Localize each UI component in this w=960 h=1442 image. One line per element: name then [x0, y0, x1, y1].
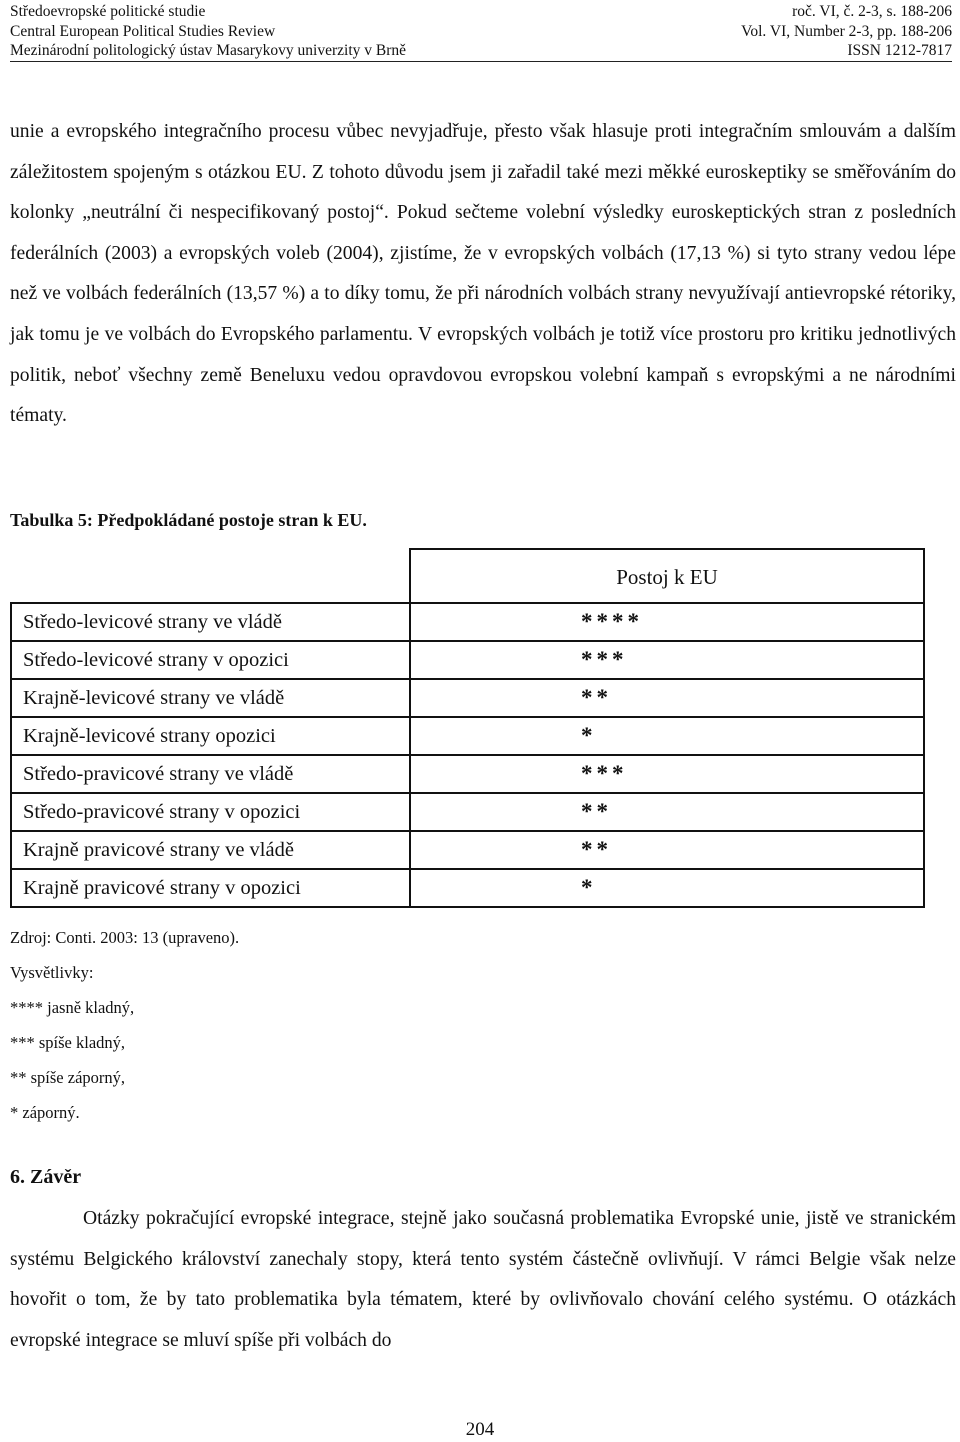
rating-cell: *: [410, 717, 924, 755]
table-row: [11, 869, 924, 907]
rating-cell: **: [410, 831, 924, 869]
table-row: [11, 679, 924, 717]
page-number: 204: [465, 1419, 495, 1440]
issn: ISSN 1212-7817: [847, 42, 952, 59]
table-row: [11, 641, 924, 679]
rating-cell: *: [410, 869, 924, 907]
party-type-cell: Středo-levicové strany ve vládě: [11, 603, 410, 641]
table-row: [11, 755, 924, 793]
institute-name: Mezinárodní politologický ústav Masarykovy univerzity v Brně: [10, 42, 407, 59]
table-notes: [10, 920, 239, 1130]
party-type-cell: Středo-pravicové strany v opozici: [11, 793, 410, 831]
header-divider: [10, 61, 952, 62]
header-row: [10, 22, 952, 42]
party-type-cell: Krajně-levicové strany opozici: [11, 717, 410, 755]
party-type-cell: Krajně-levicové strany ve vládě: [11, 679, 410, 717]
section-heading: 6. Závěr: [10, 1166, 82, 1188]
rating-cell: ***: [410, 641, 924, 679]
body-paragraph: Otázky pokračující evropské integrace, stejně jako současná problematika Evropské unie, jistě ve stranickém systému Belgického království zanechaly stopy, která tento systém částečně ovlivňují. V rámci Belgie však nelze hovořit o tom, že by tato problematika byla tématem, které by ovlivňovalo chování celého systému. O otázkách evropské integrace se mluví spíše při volbách do: [10, 1208, 956, 1351]
rating-cell: ****: [410, 603, 924, 641]
rating-cell: **: [410, 793, 924, 831]
legend-item: **** jasně kladný,: [10, 998, 135, 1017]
running-header: [10, 2, 952, 61]
source-note: Zdroj: Conti. 2003: 13 (upraveno).: [10, 928, 240, 947]
legend-title: Vysvětlivky:: [10, 963, 94, 982]
journal-title-en: Central European Political Studies Review: [10, 22, 276, 40]
journal-title-cz: Středoevropské politické studie: [10, 3, 206, 20]
table-corner-cell: [11, 549, 410, 603]
table-row: [11, 717, 924, 755]
table-row: [11, 603, 924, 641]
party-type-cell: Krajně pravicové strany ve vládě: [11, 831, 410, 869]
body-paragraph: unie a evropského integračního procesu vůbec nevyjadřuje, přesto však hlasuje proti integračním smlouvám a dalším záležitostem spojeným s otázkou EU. Z tohoto důvodu jsem ji zařadil také mezi měkké euroskeptiky se směřováním do kolonky „neutrální či nespecifikovaný postoj“. Pokud sečteme volební výsledky euroskeptických stran z posledních federálních (2003) a evropských voleb (2004), zjistíme, že v evropských volbách (17,13 %) si tyto strany vedou lépe než ve volbách federálních (13,57 %) a to díky tomu, že při národních volbách strany nevyužívají antievropské rétoriky, jak tomu je ve volbách do Evropského parlamentu. V evropských volbách je totiž více prostoru pro kritiku jednotlivých politik, neboť všechny země Beneluxu vedou opravdovou evropskou volební kampaň s evropskými a ne národními tématy.: [10, 121, 956, 427]
party-type-cell: Středo-levicové strany v opozici: [11, 641, 410, 679]
party-type-cell: Středo-pravicové strany ve vládě: [11, 755, 410, 793]
header-row: [10, 2, 952, 22]
column-header-postoj: Postoj k EU: [410, 549, 924, 603]
issue-info-en: Vol. VI, Number 2-3, pp. 188-206: [741, 22, 952, 40]
rating-cell: **: [410, 679, 924, 717]
legend-item: *** spíše kladný,: [10, 1033, 126, 1052]
table-caption: Tabulka 5: Předpokládané postoje stran k EU.: [10, 510, 367, 530]
issue-info-cz: roč. VI, č. 2-3, s. 188-206: [792, 3, 952, 20]
table-row: [11, 831, 924, 869]
party-type-cell: Krajně pravicové strany v opozici: [11, 869, 410, 907]
eu-positions-table: [10, 548, 925, 908]
legend-item: ** spíše záporný,: [10, 1068, 126, 1087]
table-header-row: [11, 549, 924, 603]
legend-item: * záporný.: [10, 1103, 80, 1122]
rating-cell: ***: [410, 755, 924, 793]
header-row: [10, 41, 952, 61]
table-row: [11, 793, 924, 831]
